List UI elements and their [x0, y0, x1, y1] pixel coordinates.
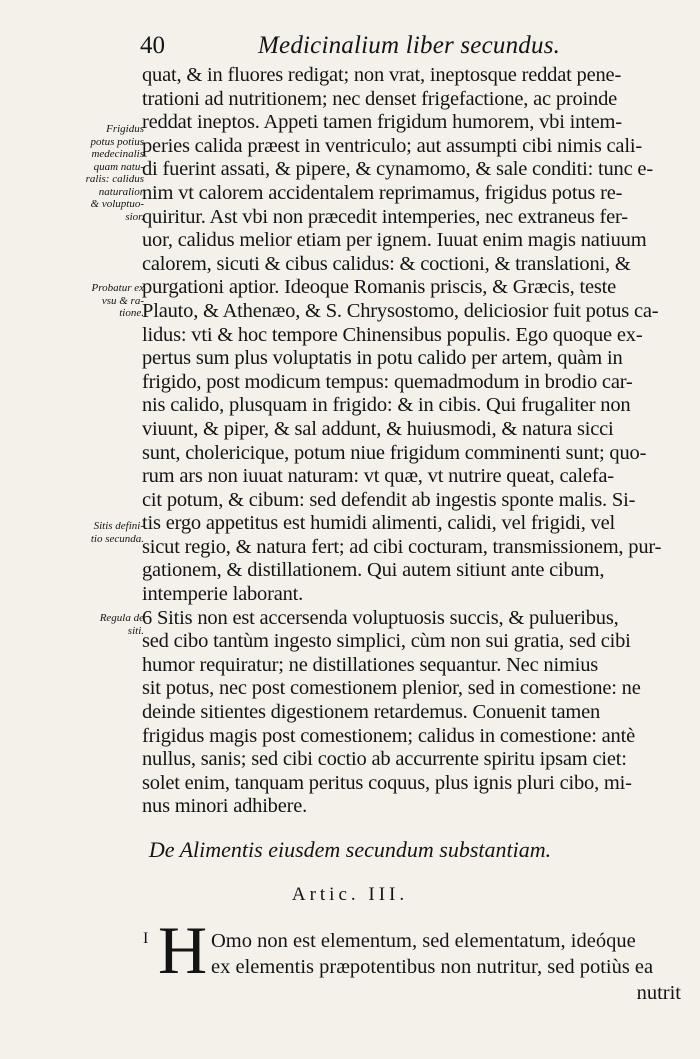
text-line: peries calida præest in ventriculo; aut assumpti cibi nimis cali- — [142, 134, 642, 157]
margin-note-line: ralis: calidus — [85, 173, 144, 185]
text-line: rum ars non iuuat naturam: vt quæ, vt nutrire queat, calefa- — [142, 465, 614, 488]
text-line: frigido, post modicum tempus: quemadmodum in brodio car- — [142, 370, 633, 393]
margin-note-line: tio secunda. — [90, 532, 144, 545]
text-line: purgationi aptior. Ideoque Romanis priscis, & Græcis, teste — [142, 276, 617, 299]
text-line: Omo non est elementum, sed elementatum, ideóque — [211, 930, 636, 952]
page-number: 40 — [140, 32, 165, 59]
text-line: solet enim, tanquam peritus coquus, plus ignis pluri cibo, mi- — [142, 771, 632, 794]
text-line: lidus: vti & hoc tempore Chinensibus populis. Ego quoque ex- — [142, 323, 643, 346]
margin-note-line: sior. — [125, 210, 144, 223]
text-line: quiritur. Ast vbi non præcedit intemperies, nec extraneus fer- — [142, 205, 628, 228]
text-line: frigidus magis post comestionem; calidus in comestione: antè — [142, 724, 636, 747]
text-line: viuunt, & piper, & sal addunt, & huiusmodi, & natura sicci — [142, 417, 614, 440]
text-line: sed cibo tantùm ingesto simplici, cùm non sui gratia, sed cibi — [142, 630, 631, 653]
text-line: nim vt calorem accidentalem reprimamus, frigidus potus re- — [142, 181, 623, 204]
margin-note-line: Probatur ex — [91, 282, 144, 294]
text-line: trationi ad nutritionem; nec denset frigefactione, ac proinde — [142, 87, 618, 110]
margin-note-probatur — [58, 282, 144, 320]
margin-note-line: tione. — [119, 307, 144, 319]
text-line: quat, & in fluores redigat; non vrat, ineptosque reddat pene- — [142, 64, 622, 86]
margin-note-line: quam natu- — [93, 160, 144, 173]
text-line: cit potum, & cibum: sed defendit ab ingestis sponte malis. Si- — [142, 488, 636, 511]
catchword: nutrit — [636, 982, 681, 1004]
margin-note-line: Sitis defini- — [93, 520, 144, 532]
text-line: uor, calidus melior etiam per ignem. Iuuat enim magis natiuum — [142, 229, 647, 252]
text-line: di fuerint assati, & pipere, & cynamomo, & sale conditi: tunc e- — [142, 158, 653, 181]
text-line: nus minori adhibere. — [142, 795, 308, 818]
margin-note-regula — [58, 612, 144, 637]
text-line: sit potus, nec post comestionem plenior, sed in comestione: ne — [142, 677, 641, 700]
lead-mark: I — [143, 930, 149, 947]
text-line: nullus, sanis; sed cibi coctio ab accurrente spiritu ipsam ciet: — [142, 748, 627, 771]
margin-note-line: potus potius — [90, 135, 144, 148]
margin-note-line: Regula de — [99, 612, 144, 624]
article-opening-text — [211, 928, 681, 1006]
page-header — [140, 30, 680, 64]
text-line: sicut regio, & natura fert; ad cibi cocturam, transmissionem, pur- — [142, 535, 662, 558]
section-heading: De Alimentis eiusdem secundum substantiam. — [148, 837, 552, 862]
text-line: Plauto, & Athenæo, & S. Chrysostomo, deliciosior fuit potus ca- — [142, 299, 659, 322]
text-line: nis calido, plusquam in frigido: & in cibis. Qui frugaliter non — [142, 394, 631, 417]
text-line: ex elementis præpotentibus non nutritur, sed potiùs ea — [211, 956, 654, 978]
text-line: 6 Sitis non est accersenda voluptuosis succis, & pulueribus, — [142, 606, 619, 629]
text-line: deinde sitientes digestionem retardemus. Conuenit tamen — [142, 701, 601, 724]
body-text — [142, 64, 690, 819]
text-line: sunt, cholericique, potum niue frigidum comminenti sunt; quo- — [142, 441, 647, 464]
article-heading: Artic. III. — [291, 884, 409, 905]
text-line: tis ergo appetitus est humidi alimenti, calidi, vel frigidi, vel — [142, 512, 616, 535]
text-line: pertus sum plus voluptatis in potu calido per artem, quàm in — [142, 347, 623, 370]
running-title: Medicinalium liber secundus. — [258, 32, 561, 59]
margin-note-sitis — [58, 520, 144, 545]
margin-note-line: & voluptuo- — [90, 198, 144, 210]
text-line: calorem, sicuti & cibus calidus: & coctioni, & translationi, & — [142, 252, 631, 275]
margin-note-frigidus — [58, 123, 144, 223]
margin-note-line: Frigidus — [106, 123, 144, 135]
drop-cap: H — [158, 912, 208, 988]
margin-note-line: medecinalis — [91, 148, 144, 160]
margin-note-line: vsu & ra- — [101, 294, 144, 307]
text-line: humor requiratur; ne distillationes sequantur. Nec nimius — [142, 653, 599, 676]
margin-note-line: siti. — [127, 624, 144, 637]
margin-note-line: naturalior — [98, 185, 144, 198]
text-line: reddat ineptos. Appeti tamen frigidum humorem, vbi intem- — [142, 111, 622, 134]
text-line: gationem, & distillationem. Qui autem sitiunt ante cibum, — [142, 559, 605, 582]
text-line: intemperie laborant. — [142, 583, 304, 606]
